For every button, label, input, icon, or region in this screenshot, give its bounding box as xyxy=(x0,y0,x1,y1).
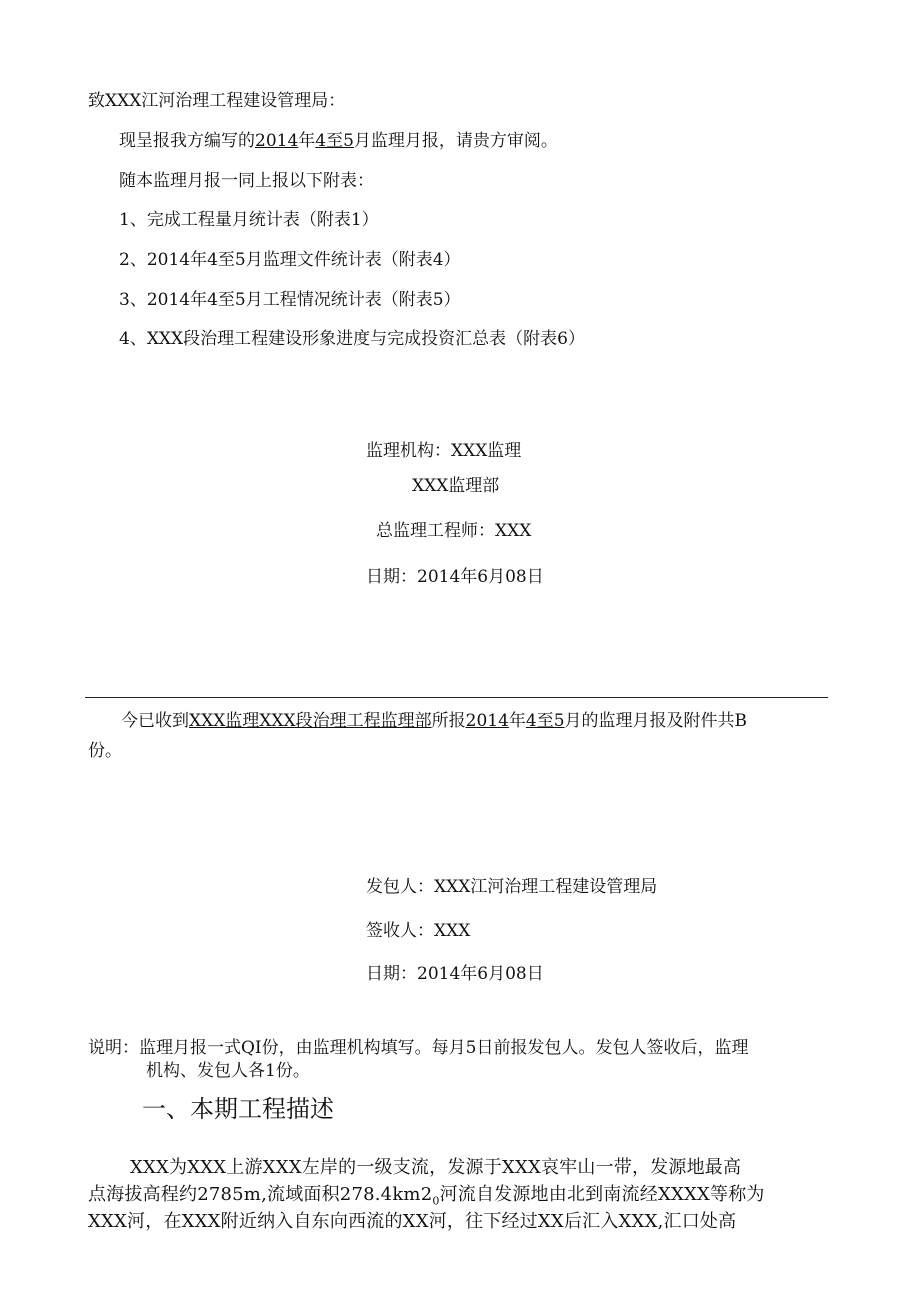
paragraph-text: 点海拔高程约2785m,流域面积278.4km2 xyxy=(88,1184,433,1205)
paragraph-line xyxy=(88,1183,765,1214)
sender-date: 日期：2014年6月08日 xyxy=(366,567,544,587)
divider xyxy=(85,697,828,698)
receipt-year-unit: 年 xyxy=(508,711,526,731)
addressee: 致XXX江河治理工程建设管理局： xyxy=(88,91,346,111)
recipient-signer: 签收人：XXX xyxy=(366,921,471,941)
receipt-months: 4至5 xyxy=(525,711,565,731)
note-line: 机构、发包人各1份。 xyxy=(146,1061,310,1081)
paragraph-line: XXX为XXX上游XXX左岸的一级支流，发源于XXX哀牢山一带，发源地最高 xyxy=(130,1157,742,1178)
receipt-line-end: 份。 xyxy=(88,741,122,761)
recipient-date: 日期：2014年6月08日 xyxy=(366,964,544,984)
paragraph-subscript: 0 xyxy=(432,1194,440,1208)
paragraph-text: 河流自发源地由北到南流经XXXX等称为 xyxy=(439,1184,765,1205)
section-title: 一、本期工程描述 xyxy=(142,1095,334,1123)
receipt-org: XXX监理XXX段治理工程监理部 xyxy=(189,711,432,731)
receipt-mid: 所报 xyxy=(431,711,466,731)
receipt-prefix: 今已收到 xyxy=(121,711,189,731)
paragraph-line: XXX河，在XXX附近纳入自东向西流的XX河，往下经过XX后汇入XXX,汇口处高 xyxy=(88,1211,737,1232)
attachment-item: 4、XXX段治理工程建设形象进度与完成投资汇总表（附表6） xyxy=(119,329,585,349)
receipt-suffix: 月的监理月报及附件共B xyxy=(564,711,748,731)
intro-year: 2014 xyxy=(255,131,299,151)
sender-dept: XXX监理部 xyxy=(412,476,500,496)
sender-org: 监理机构：XXX监理 xyxy=(366,441,522,461)
attachment-item: 3、2014年4至5月工程情况统计表（附表5） xyxy=(119,290,461,310)
intro-months: 4至5 xyxy=(315,131,354,151)
note-line: 说明：监理月报一式QI份，由监理机构填写。每月5日前报发包人。发包人签收后，监理 xyxy=(88,1038,749,1058)
intro-line xyxy=(119,130,558,152)
recipient-org: 发包人：XXX江河治理工程建设管理局 xyxy=(366,877,658,897)
receipt-line xyxy=(121,710,747,732)
intro-suffix: 月监理月报，请贵方审阅。 xyxy=(353,131,558,151)
attachment-item: 1、完成工程量月统计表（附表1） xyxy=(119,210,379,230)
intro-year-unit: 年 xyxy=(298,131,316,151)
sender-engineer: 总监理工程师：XXX xyxy=(376,521,532,541)
attachments-intro: 随本监理月报一同上报以下附表： xyxy=(119,171,374,191)
attachment-item: 2、2014年4至5月监理文件统计表（附表4） xyxy=(119,250,461,270)
intro-prefix: 现呈报我方编写的 xyxy=(119,131,255,151)
receipt-year: 2014 xyxy=(465,711,509,731)
